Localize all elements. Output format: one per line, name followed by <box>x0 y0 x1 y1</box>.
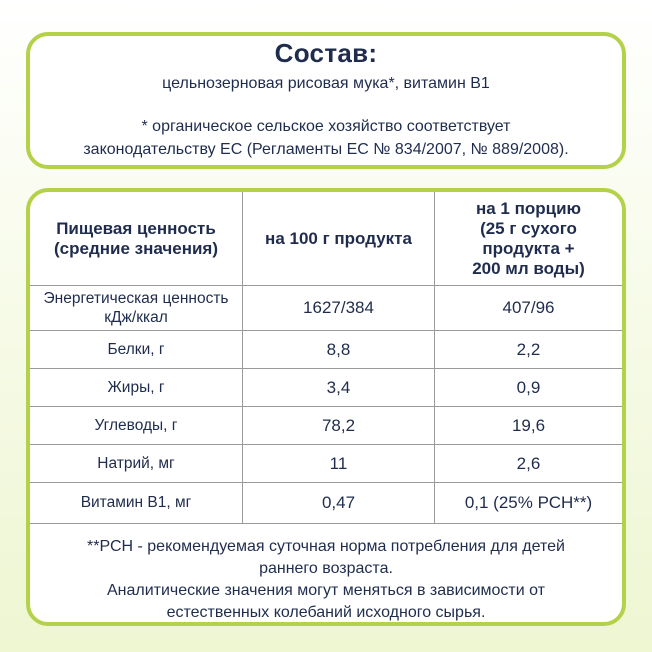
value-per-100g: 1627/384 <box>243 286 435 331</box>
composition-note-line: * органическое сельское хозяйство соответствует <box>141 118 511 135</box>
row-label-carbs: Углеводы, г <box>30 407 243 445</box>
value-per-100g: 3,4 <box>243 369 435 407</box>
header-line: 200 мл воды) <box>472 258 585 278</box>
table-row <box>30 286 622 331</box>
table-row <box>30 331 622 369</box>
table-row <box>30 369 622 407</box>
row-label-sodium: Натрий, мг <box>30 445 243 483</box>
row-label-line: Энергетическая ценность <box>43 290 229 307</box>
footnote-line: раннего возраста. <box>259 560 393 577</box>
footnote-line: Аналитические значения могут меняться в зависимости от <box>106 582 545 599</box>
nutrition-table <box>30 192 622 524</box>
footnote-line: **РСН - рекомендуемая суточная норма потребления для детей <box>87 538 565 555</box>
row-label-protein: Белки, г <box>30 331 243 369</box>
footnote-line: естественных колебаний исходного сырья. <box>166 604 486 621</box>
composition-title: Состав: <box>274 38 378 68</box>
value-per-100g: 78,2 <box>243 407 435 445</box>
value-per-100g: 0,47 <box>243 483 435 524</box>
nutrition-panel <box>26 188 626 626</box>
header-line: на 1 порцию <box>475 198 582 218</box>
composition-panel <box>26 32 626 169</box>
composition-note-line: законодательству ЕС (Регламенты ЕС № 834/2007, № 889/2008). <box>83 141 569 158</box>
value-per-portion: 2,6 <box>435 445 623 483</box>
value-per-portion: 0,1 (25% РСН**) <box>435 483 623 524</box>
row-label-line: кДж/ккал <box>104 309 168 326</box>
value-per-portion: 19,6 <box>435 407 623 445</box>
value-per-portion: 407/96 <box>435 286 623 331</box>
value-per-portion: 2,2 <box>435 331 623 369</box>
table-row <box>30 445 622 483</box>
composition-ingredients: цельнозерновая рисовая мука*, витамин В1 <box>162 75 490 92</box>
header-per-100g: на 100 г продукта <box>243 192 435 286</box>
value-per-100g: 8,8 <box>243 331 435 369</box>
header-line: Пищевая ценность <box>56 218 216 238</box>
header-line: продукта + <box>482 238 575 258</box>
footnote <box>30 524 622 624</box>
row-label-vitamin-b1: Витамин В1, мг <box>30 483 243 524</box>
header-line: (25 г сухого <box>480 218 577 238</box>
row-label-energy <box>30 286 243 331</box>
composition-note <box>30 115 622 161</box>
row-label-fat: Жиры, г <box>30 369 243 407</box>
table-row <box>30 483 622 524</box>
header-line: (средние значения) <box>53 238 218 258</box>
table-header-row <box>30 192 622 286</box>
header-per-portion <box>435 192 623 286</box>
value-per-100g: 11 <box>243 445 435 483</box>
value-per-portion: 0,9 <box>435 369 623 407</box>
header-nutrition-value <box>30 192 243 286</box>
table-row <box>30 407 622 445</box>
